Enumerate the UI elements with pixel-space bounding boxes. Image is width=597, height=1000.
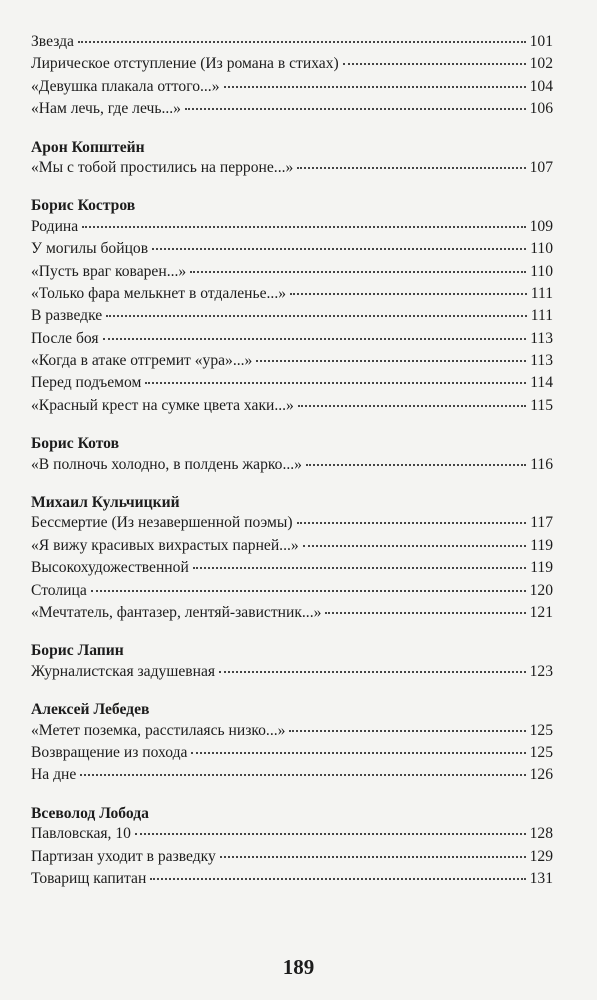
entry-title: «Пусть враг коварен...»: [31, 262, 187, 280]
dot-leader: [256, 360, 526, 362]
entry-title: «Я вижу красивых вихрастых парней...»: [31, 536, 299, 554]
entry-page: 125: [529, 743, 553, 761]
toc-entry: [31, 55, 553, 77]
entry-title: «Мечтатель, фантазер, лентяй-завистник...»: [31, 603, 322, 621]
entry-page: 126: [529, 766, 553, 784]
entry-title: «Мы с тобой простились на перроне...»: [31, 158, 294, 176]
toc-entry: [31, 744, 553, 766]
toc-entry: [31, 33, 553, 55]
toc-section: [31, 33, 553, 123]
toc-entry: [31, 352, 553, 374]
entry-title: На дне: [31, 766, 77, 784]
toc-entry: [31, 870, 553, 892]
entry-title: Журналистская задушевная: [31, 662, 216, 680]
entry-page: 102: [529, 55, 553, 73]
entry-title: В разведке: [31, 307, 103, 325]
toc-entry: [31, 374, 553, 396]
entry-page: 111: [530, 307, 553, 325]
entry-page: 107: [529, 158, 553, 176]
toc-entry: [31, 559, 553, 581]
entry-page: 111: [530, 284, 553, 302]
toc-entry: [31, 330, 553, 352]
dot-leader: [191, 752, 525, 754]
entry-page: 120: [529, 581, 553, 599]
dot-leader: [289, 730, 525, 732]
table-of-contents: [31, 33, 553, 892]
dot-leader: [193, 567, 526, 569]
author-heading: Борис Лапин: [31, 642, 124, 660]
dot-leader: [290, 293, 527, 295]
toc-entry: [31, 397, 553, 419]
entry-page: 115: [530, 396, 553, 414]
author-heading: Борис Котов: [31, 435, 119, 453]
entry-page: 114: [530, 374, 553, 392]
entry-page: 123: [529, 662, 553, 680]
entry-title: Бессмертие (Из незавершенной поэмы): [31, 514, 293, 532]
entry-page: 116: [530, 455, 553, 473]
entry-page: 104: [529, 77, 553, 95]
entry-title: Перед подъемом: [31, 374, 142, 392]
toc-section: [31, 640, 553, 685]
toc-section: [31, 492, 553, 626]
toc-section: [31, 433, 553, 478]
dot-leader: [145, 382, 526, 384]
entry-page: 109: [529, 217, 553, 235]
entry-page: 125: [529, 721, 553, 739]
toc-section: [31, 195, 553, 419]
entry-page: 119: [530, 559, 553, 577]
entry-page: 113: [530, 352, 553, 370]
entry-page: 117: [530, 514, 553, 532]
author-heading: Алексей Лебедев: [31, 701, 150, 719]
dot-leader: [306, 464, 526, 466]
entry-title: Товарищ капитан: [31, 869, 147, 887]
entry-page: 106: [529, 100, 553, 118]
toc-entry: [31, 848, 553, 870]
entry-page: 128: [529, 825, 553, 843]
entry-title: «Нам лечь, где лечь...»: [31, 100, 181, 118]
dot-leader: [224, 86, 526, 88]
entry-title: «Девушка плакала оттого...»: [31, 77, 220, 95]
toc-entry: [31, 537, 553, 559]
dot-leader: [297, 167, 525, 169]
entry-title: У могилы бойцов: [31, 240, 149, 258]
entry-title: Звезда: [31, 33, 74, 50]
toc-section: [31, 137, 553, 182]
entry-page: 121: [529, 603, 553, 621]
entry-title: Столица: [31, 581, 87, 599]
dot-leader: [152, 248, 526, 250]
toc-section: [31, 699, 553, 789]
dot-leader: [185, 108, 526, 110]
toc-entry: [31, 604, 553, 626]
entry-page: 131: [529, 869, 553, 887]
entry-page: 110: [530, 240, 553, 258]
entry-page: 129: [529, 847, 553, 865]
toc-entry: [31, 663, 553, 685]
dot-leader: [220, 856, 526, 858]
toc-entry: [31, 825, 553, 847]
entry-page: 110: [530, 262, 553, 280]
entry-title: «Красный крест на сумке цвета хаки...»: [31, 396, 294, 414]
dot-leader: [219, 671, 526, 673]
entry-title: «В полночь холодно, в полдень жарко...»: [31, 455, 302, 473]
dot-leader: [82, 226, 525, 228]
dot-leader: [190, 271, 526, 273]
dot-leader: [80, 774, 525, 776]
entry-page: 101: [529, 33, 553, 50]
toc-entry: [31, 159, 553, 181]
toc-entry: [31, 100, 553, 122]
entry-title: Возвращение из похода: [31, 743, 188, 761]
toc-entry: [31, 285, 553, 307]
dot-leader: [343, 63, 526, 65]
toc-entry: [31, 766, 553, 788]
toc-entry: [31, 514, 553, 536]
entry-page: 113: [530, 329, 553, 347]
entry-page: 119: [530, 536, 553, 554]
entry-title: Родина: [31, 217, 79, 235]
author-heading: Михаил Кульчицкий: [31, 494, 180, 512]
page-number: 189: [282, 955, 315, 979]
dot-leader: [78, 41, 526, 43]
toc-entry: [31, 218, 553, 240]
dot-leader: [297, 522, 527, 524]
toc-entry: [31, 307, 553, 329]
dot-leader: [325, 612, 525, 614]
dot-leader: [298, 405, 526, 407]
entry-title: После боя: [31, 329, 99, 347]
entry-title: «Только фара мелькнет в отдаленье...»: [31, 284, 287, 302]
toc-entry: [31, 263, 553, 285]
dot-leader: [150, 878, 525, 880]
entry-title: Партизан уходит в разведку: [31, 847, 216, 865]
dot-leader: [106, 315, 527, 317]
toc-entry: [31, 722, 553, 744]
toc-entry: [31, 240, 553, 262]
toc-entry: [31, 78, 553, 100]
dot-leader: [103, 338, 527, 340]
toc-entry: [31, 456, 553, 478]
author-heading: Борис Костров: [31, 197, 136, 215]
entry-title: Павловская, 10: [31, 825, 131, 843]
dot-leader: [91, 590, 526, 592]
dot-leader: [135, 833, 526, 835]
entry-title: «Метет поземка, расстилаясь низко...»: [31, 721, 286, 739]
dot-leader: [303, 545, 527, 547]
toc-entry: [31, 582, 553, 604]
toc-section: [31, 803, 553, 893]
entry-title: «Когда в атаке отгремит «ура»...»: [31, 352, 253, 370]
author-heading: Арон Копштейн: [31, 138, 145, 156]
author-heading: Всеволод Лобода: [31, 804, 149, 822]
entry-title: Лирическое отступление (Из романа в стихах): [31, 55, 339, 73]
entry-title: Высокохудожественной: [31, 559, 189, 577]
